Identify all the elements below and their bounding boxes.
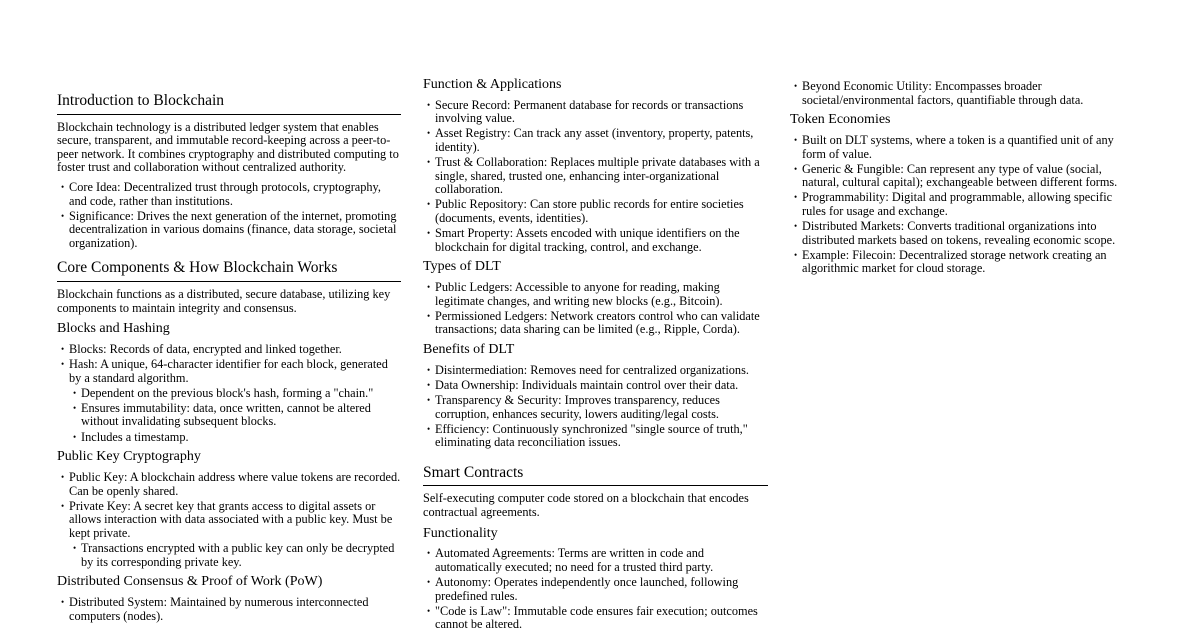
smart-contracts-title: Smart Contracts	[423, 464, 768, 487]
pkc-list	[57, 471, 401, 569]
list-item: • Transparency & Security: Improves transparency, reduces corruption, enhances security, lowers auditing/legal costs.	[423, 394, 768, 421]
functionality-list	[423, 547, 768, 632]
list-item: • Public Ledgers: Accessible to anyone for reading, making legitimate changes, and writing new blocks (e.g., Bitcoin).	[423, 281, 768, 308]
types-heading: Types of DLT	[423, 259, 501, 275]
intro-section	[57, 92, 401, 250]
list-item: • Blocks: Records of data, encrypted and linked together.	[57, 343, 401, 357]
blocks-list	[57, 343, 401, 444]
list-item: • Example: Filecoin: Decentralized storage network creating an algorithmic market for cloud storage.	[790, 249, 1135, 276]
list-item: • Automated Agreements: Terms are written in code and automatically executed; no need for a trusted third party.	[423, 547, 768, 574]
list-item: • Significance: Drives the next generation of the internet, promoting decentralization in various domains (finance, data storage, societal organization).	[57, 210, 401, 251]
list-item: • Built on DLT systems, where a token is a quantified unit of any form of value.	[790, 134, 1135, 161]
beyond-list	[790, 80, 1135, 107]
list-item: • Trust & Collaboration: Replaces multiple private databases with a single, shared, trusted one, enhancing inter-organizational collaboration.	[423, 156, 768, 197]
list-item: • Generic & Fungible: Can represent any type of value (social, natural, cultural capital); exchangeable between different forms.	[790, 163, 1135, 190]
list-item: • Autonomy: Operates independently once launched, following predefined rules.	[423, 576, 768, 603]
list-item: • Data Ownership: Individuals maintain control over their data.	[423, 379, 768, 393]
token-economies-heading: Token Economies	[790, 112, 891, 128]
list-item: • Public Key: A blockchain address where value tokens are recorded. Can be openly shared.	[57, 471, 401, 498]
column-2	[423, 77, 768, 641]
list-item: • Transactions encrypted with a public key can only be decrypted by its corresponding private key.	[69, 542, 401, 569]
list-item: • Dependent on the previous block's hash, forming a "chain."	[69, 387, 401, 401]
column-1	[57, 92, 401, 632]
list-item: • Distributed Markets: Converts traditional organizations into distributed markets based on tokens, revealing economic scope.	[790, 220, 1135, 247]
consensus-heading: Distributed Consensus & Proof of Work (PoW)	[57, 574, 323, 590]
function-list	[423, 99, 768, 255]
consensus-list	[57, 596, 401, 623]
list-item: • Permissioned Ledgers: Network creators control who can validate transactions; data sharing can be limited (e.g., Ripple, Corda).	[423, 310, 768, 337]
benefits-list	[423, 364, 768, 450]
list-item: • Secure Record: Permanent database for records or transactions involving value.	[423, 99, 768, 126]
intro-list	[57, 181, 401, 250]
token-economies-list	[790, 134, 1135, 276]
list-item: • Beyond Economic Utility: Encompasses broader societal/environmental factors, quantifiable through data.	[790, 80, 1135, 107]
list-item: • Includes a timestamp.	[69, 431, 401, 445]
pkc-heading: Public Key Cryptography	[57, 449, 201, 465]
list-item: • Disintermediation: Removes need for centralized organizations.	[423, 364, 768, 378]
list-item: • Private Key: A secret key that grants access to digital assets or allows interaction with data associated with a public key. Must be kept private.	[57, 500, 401, 541]
core-section	[57, 259, 401, 623]
smart-contracts-paragraph: Self-executing computer code stored on a blockchain that encodes contractual agreements.	[423, 491, 749, 520]
column-3	[790, 80, 1135, 281]
list-item: • Core Idea: Decentralized trust through protocols, cryptography, and code, rather than institutions.	[57, 181, 401, 208]
hash-sublist	[57, 387, 401, 444]
smart-contracts-section	[423, 464, 768, 632]
core-title: Core Components & How Blockchain Works	[57, 259, 401, 282]
benefits-heading: Benefits of DLT	[423, 342, 515, 357]
core-paragraph: Blockchain functions as a distributed, secure database, utilizing key components to maintain integrity and consensus.	[57, 287, 391, 315]
list-item: • Ensures immutability: data, once written, cannot be altered without invalidating subsequent blocks.	[69, 402, 401, 429]
types-list	[423, 281, 768, 337]
list-item: • Efficiency: Continuously synchronized "single source of truth," eliminating data reconciliation issues.	[423, 423, 768, 450]
list-item: • Public Repository: Can store public records for entire societies (documents, events, identities).	[423, 198, 768, 225]
list-item: • Asset Registry: Can track any asset (inventory, property, patents, identity).	[423, 127, 768, 154]
function-heading: Function & Applications	[423, 77, 562, 92]
list-item: • Smart Property: Assets encoded with unique identifiers on the blockchain for digital tracking, control, and exchange.	[423, 227, 768, 254]
list-item: • "Code is Law": Immutable code ensures fair execution; outcomes cannot be altered.	[423, 605, 768, 632]
list-item: • Programmability: Digital and programmable, allowing specific rules for usage and exchange.	[790, 191, 1135, 218]
intro-title: Introduction to Blockchain	[57, 92, 401, 115]
functionality-heading: Functionality	[423, 525, 498, 541]
list-item: • Distributed System: Maintained by numerous interconnected computers (nodes).	[57, 596, 401, 623]
pkc-sublist	[57, 542, 401, 569]
list-item: • Hash: A unique, 64-character identifier for each block, generated by a standard algorithm.	[57, 358, 401, 385]
intro-paragraph: Blockchain technology is a distributed ledger system that enables secure, transparent, and immutable record-keeping across a peer-to-peer network. It combines cryptography and distributed computing to foster trust and collaboration without centralized authority.	[57, 119, 399, 175]
blocks-heading: Blocks and Hashing	[57, 321, 170, 337]
